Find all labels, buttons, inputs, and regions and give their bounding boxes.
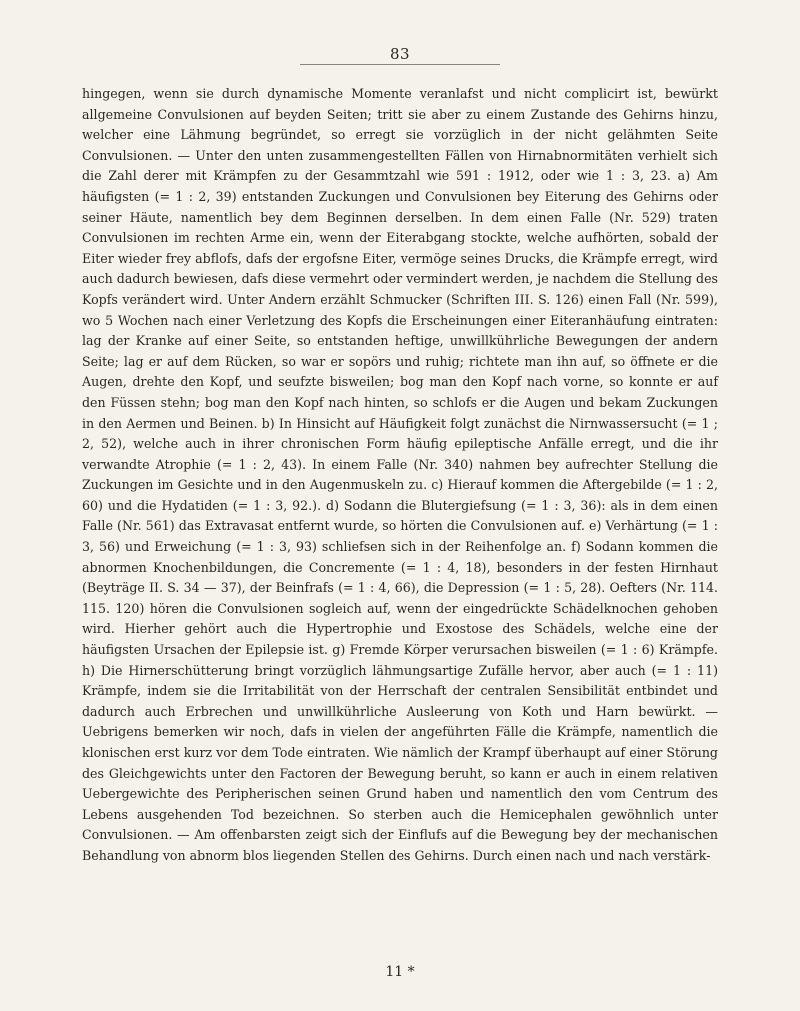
paragraph: hingegen, wenn sie durch dynamische Momente veranlafst und nicht complicirt ist, bewürkt allgemeine Convulsionen auf beyden Seiten; tritt sie aber zu einem Zustande des Gehirns hinzu, welcher eine Lähmung begründet, so erregt sie vorzüglich in der nicht gelähmten Seite Convulsionen. — Unter den unten zusammengestellten Fällen von Hirnabnormitäten verhielt sich die Zahl derer mit Krämpfen zu der Gesammtzahl wie 591 : 1912, oder wie 1 : 3, 23. a) Am häufigsten (= 1 : 2, 39) entstanden Zuckungen und Convulsionen bey Eiterung des Gehirns oder seiner Häute, namentlich bey dem Beginnen derselben. In dem einen Falle (Nr. 529) traten Convulsionen im rechten Arme ein, wenn der Eiterabgang stockte, welche aufhörten, sobald der Eiter wieder frey abflofs, dafs der ergofsne Eiter, vermöge seines Drucks, die Krämpfe erregt, wird auch dadurch bewiesen, dafs diese vermehrt oder vermindert werden, je nachdem die Stellung des Kopfs verändert wird. Unter Andern erzählt Schmucker (Schriften III. S. 126) einen Fall (Nr. 599), wo 5 Wochen nach einer Verletzung des Kopfs die Erscheinungen einer Eiteranhäufung eintraten: lag der Kranke auf einer Seite, so entstanden heftige, unwillkührliche Bewegungen der andern Seite; lag er auf dem Rücken, so war er sopörs und ruhig; richtete man ihn auf, so öffnete er die Augen, drehte den Kopf, und seufzte bisweilen; bog man den Kopf nach vorne, so konnte er auf den Füssen stehn; bog man den Kopf nach hinten, so schlofs er die Augen und bekam Zuckungen in den Aermen und Beinen. b) In Hinsicht auf Häufigkeit folgt zunächst die Nirnwassersucht (= 1 ; 2, 52), welche auch in ihrer chronischen Form häufig epileptische Anfälle erregt, und die ihr verwandte Atrophie (= 1 : 2, 43). In einem Falle (Nr. 340) nahmen bey aufrechter Stellung die Zuckungen im Gesichte und in den Augenmuskeln zu. c) Hierauf kommen die Aftergebilde (= 1 : 2, 60) und die Hydatiden (= 1 : 3, 92.). d) Sodann die Blutergiefsung (= 1 : 3, 36): als in dem einen Falle (Nr. 561) das Extravasat entfernt wurde, so hörten die Convulsionen auf. e) Verhärtung (= 1 : 3, 56) und Erweichung (= 1 : 3, 93) schliefsen sich in der Reihenfolge an. f) Sodann kommen die abnormen Knochenbildungen, die Concremente (= 1 : 4, 18), besonders in der festen Hirnhaut (Beyträge II. S. 34 — 37), der Beinfrafs (= 1 : 4, 66), die Depression (= 1 : 5, 28). Oefters (Nr. 114. 115. 120) hören die Convulsionen sogleich auf, wenn der eingedrückte Schädelknochen gehoben wird. Hierher gehört auch die Hypertrophie und Exostose des Schädels, welche eine der häufigsten Ursachen der Epilepsie ist. g) Fremde Körper verursachen bisweilen (= 1 : 6) Krämpfe. h) Die Hirnerschütterung bringt vorzüglich lähmungsartige Zufälle hervor, aber auch (= 1 : 11) Krämpfe, indem sie die Irritabilität von der Herrschaft der centralen Sensibilität entbindet und dadurch auch Erbrechen und unwillkührliche Ausleerung von Koth und Harn bewürkt. — Uebrigens bemerken wir noch, dafs in vielen der angeführten Fälle die Krämpfe, namentlich die klonischen erst kurz vor dem Tode eintraten. Wie nämlich der Krampf überhaupt auf einer Störung des Gleichgewichts unter den Factoren der Bewegung beruht, so kann er auch in einem relativen Uebergewichte des Peripherischen seinen Grund haben und namentlich den vom Centrum des Lebens ausgehenden Tod bezeichnen. So sterben auch die Hemicephalen gewöhnlich unter Convulsionen. — Am offenbarsten zeigt sich der Einflufs auf die Bewegung bey der mechanischen Behandlung von abnorm blos liegenden Stellen des Gehirns. Durch einen nach und nach verstärk- [82, 86, 718, 863]
body-text [82, 84, 718, 867]
signature-mark: 11 * [385, 964, 415, 980]
page-number: 83 [389, 45, 411, 63]
header-rule [300, 64, 500, 65]
